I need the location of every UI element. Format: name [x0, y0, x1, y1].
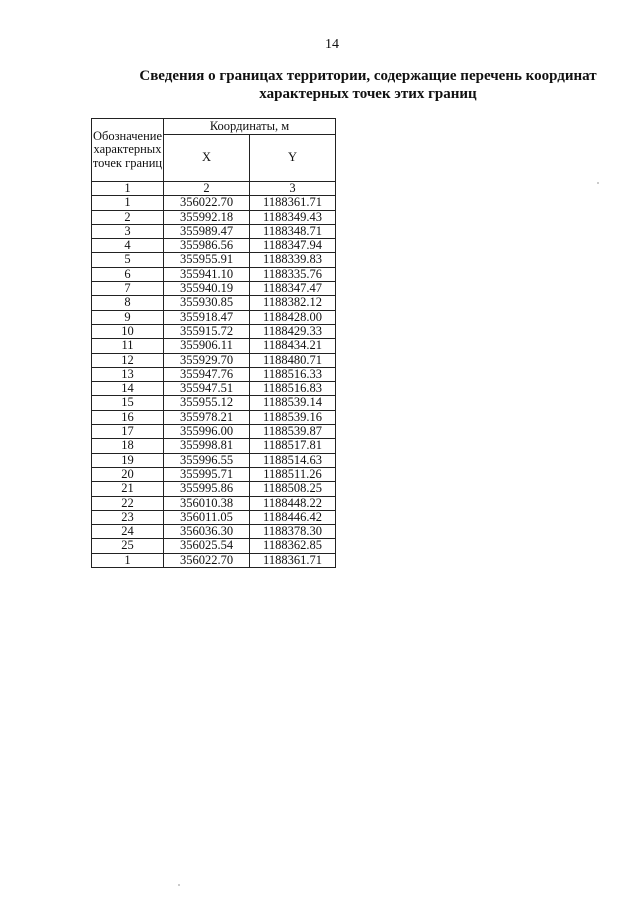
point-number-cell: 15 [92, 396, 164, 410]
table-row [92, 253, 336, 267]
x-coordinate-cell: 355995.71 [164, 467, 250, 481]
table-row [92, 310, 336, 324]
table-row [92, 539, 336, 553]
table-row [92, 553, 336, 567]
point-number-cell: 13 [92, 367, 164, 381]
x-coordinate-cell: 356022.70 [164, 196, 250, 210]
point-number-cell: 18 [92, 439, 164, 453]
x-coordinate-cell: 355947.76 [164, 367, 250, 381]
y-coordinate-cell: 1188347.47 [250, 282, 336, 296]
point-number-cell: 23 [92, 510, 164, 524]
y-coordinate-cell: 1188434.21 [250, 339, 336, 353]
point-number-cell: 7 [92, 282, 164, 296]
y-coordinate-cell: 1188517.81 [250, 439, 336, 453]
title-line-1: Сведения о границах территории, содержащие перечень координат [139, 68, 597, 84]
x-coordinate-cell: 355978.21 [164, 410, 250, 424]
y-coordinate-cell: 1188347.94 [250, 239, 336, 253]
table-row [92, 467, 336, 481]
x-coordinate-cell: 356025.54 [164, 539, 250, 553]
coordinates-table [91, 118, 336, 568]
header-x: X [164, 135, 250, 182]
point-number-cell: 1 [92, 196, 164, 210]
y-coordinate-cell: 1188428.00 [250, 310, 336, 324]
y-coordinate-cell: 1188448.22 [250, 496, 336, 510]
y-coordinate-cell: 1188446.42 [250, 510, 336, 524]
table-row [92, 324, 336, 338]
y-coordinate-cell: 1188539.16 [250, 410, 336, 424]
point-number-cell: 12 [92, 353, 164, 367]
table-row [92, 382, 336, 396]
point-number-cell: 25 [92, 539, 164, 553]
scan-speck [597, 182, 599, 184]
x-coordinate-cell: 355906.11 [164, 339, 250, 353]
x-coordinate-cell: 355947.51 [164, 382, 250, 396]
y-coordinate-cell: 1188378.30 [250, 525, 336, 539]
x-coordinate-cell: 355996.55 [164, 453, 250, 467]
y-coordinate-cell: 1188361.71 [250, 196, 336, 210]
point-number-cell: 6 [92, 267, 164, 281]
y-coordinate-cell: 1188539.87 [250, 425, 336, 439]
table-row [92, 196, 336, 210]
table-row [92, 482, 336, 496]
y-coordinate-cell: 1188516.33 [250, 367, 336, 381]
x-coordinate-cell: 355955.12 [164, 396, 250, 410]
scan-speck [178, 884, 180, 886]
point-number-cell: 11 [92, 339, 164, 353]
x-coordinate-cell: 355940.19 [164, 282, 250, 296]
table-row [92, 210, 336, 224]
x-coordinate-cell: 356022.70 [164, 553, 250, 567]
point-number-cell: 8 [92, 296, 164, 310]
y-coordinate-cell: 1188514.63 [250, 453, 336, 467]
table-row [92, 267, 336, 281]
point-number-cell: 10 [92, 324, 164, 338]
table-row [92, 239, 336, 253]
y-coordinate-cell: 1188362.85 [250, 539, 336, 553]
point-number-cell: 4 [92, 239, 164, 253]
x-coordinate-cell: 355998.81 [164, 439, 250, 453]
point-number-cell: 14 [92, 382, 164, 396]
page-number: 14 [325, 37, 339, 52]
x-coordinate-cell: 355989.47 [164, 224, 250, 238]
x-coordinate-cell: 355986.56 [164, 239, 250, 253]
x-coordinate-cell: 355995.86 [164, 482, 250, 496]
point-number-cell: 3 [92, 224, 164, 238]
x-coordinate-cell: 355992.18 [164, 210, 250, 224]
x-coordinate-cell: 356010.38 [164, 496, 250, 510]
y-coordinate-cell: 1188429.33 [250, 324, 336, 338]
table-row [92, 353, 336, 367]
table-row [92, 496, 336, 510]
x-coordinate-cell: 355955.91 [164, 253, 250, 267]
x-coordinate-cell: 355915.72 [164, 324, 250, 338]
y-coordinate-cell: 1188382.12 [250, 296, 336, 310]
y-coordinate-cell: 1188335.76 [250, 267, 336, 281]
point-number-cell: 21 [92, 482, 164, 496]
point-number-cell: 20 [92, 467, 164, 481]
y-coordinate-cell: 1188511.26 [250, 467, 336, 481]
table-row [92, 525, 336, 539]
table-row [92, 410, 336, 424]
y-coordinate-cell: 1188361.71 [250, 553, 336, 567]
x-coordinate-cell: 356036.30 [164, 525, 250, 539]
x-coordinate-cell: 355929.70 [164, 353, 250, 367]
table-row [92, 367, 336, 381]
point-number-cell: 9 [92, 310, 164, 324]
point-number-cell: 1 [92, 553, 164, 567]
header-point-designation: Обозначение характерных точек границ [92, 119, 164, 182]
table-row [92, 224, 336, 238]
x-coordinate-cell: 356011.05 [164, 510, 250, 524]
column-number-3: 3 [250, 182, 336, 196]
table-row [92, 510, 336, 524]
table-row [92, 439, 336, 453]
coordinates-rows [92, 196, 336, 568]
point-number-cell: 24 [92, 525, 164, 539]
column-number-2: 2 [164, 182, 250, 196]
x-coordinate-cell: 355918.47 [164, 310, 250, 324]
table-row [92, 282, 336, 296]
table-row [92, 425, 336, 439]
point-number-cell: 22 [92, 496, 164, 510]
y-coordinate-cell: 1188339.83 [250, 253, 336, 267]
document-title [118, 67, 618, 103]
table-row [92, 296, 336, 310]
point-number-cell: 2 [92, 210, 164, 224]
table-row [92, 396, 336, 410]
y-coordinate-cell: 1188349.43 [250, 210, 336, 224]
y-coordinate-cell: 1188539.14 [250, 396, 336, 410]
title-line-2: характерных точек этих границ [259, 86, 477, 102]
column-number-1: 1 [92, 182, 164, 196]
y-coordinate-cell: 1188348.71 [250, 224, 336, 238]
x-coordinate-cell: 355941.10 [164, 267, 250, 281]
y-coordinate-cell: 1188508.25 [250, 482, 336, 496]
table-row [92, 453, 336, 467]
point-number-cell: 5 [92, 253, 164, 267]
point-number-cell: 17 [92, 425, 164, 439]
x-coordinate-cell: 355930.85 [164, 296, 250, 310]
y-coordinate-cell: 1188480.71 [250, 353, 336, 367]
y-coordinate-cell: 1188516.83 [250, 382, 336, 396]
point-number-cell: 16 [92, 410, 164, 424]
header-y: Y [250, 135, 336, 182]
table-row [92, 339, 336, 353]
point-number-cell: 19 [92, 453, 164, 467]
header-coordinates: Координаты, м [164, 119, 336, 135]
x-coordinate-cell: 355996.00 [164, 425, 250, 439]
